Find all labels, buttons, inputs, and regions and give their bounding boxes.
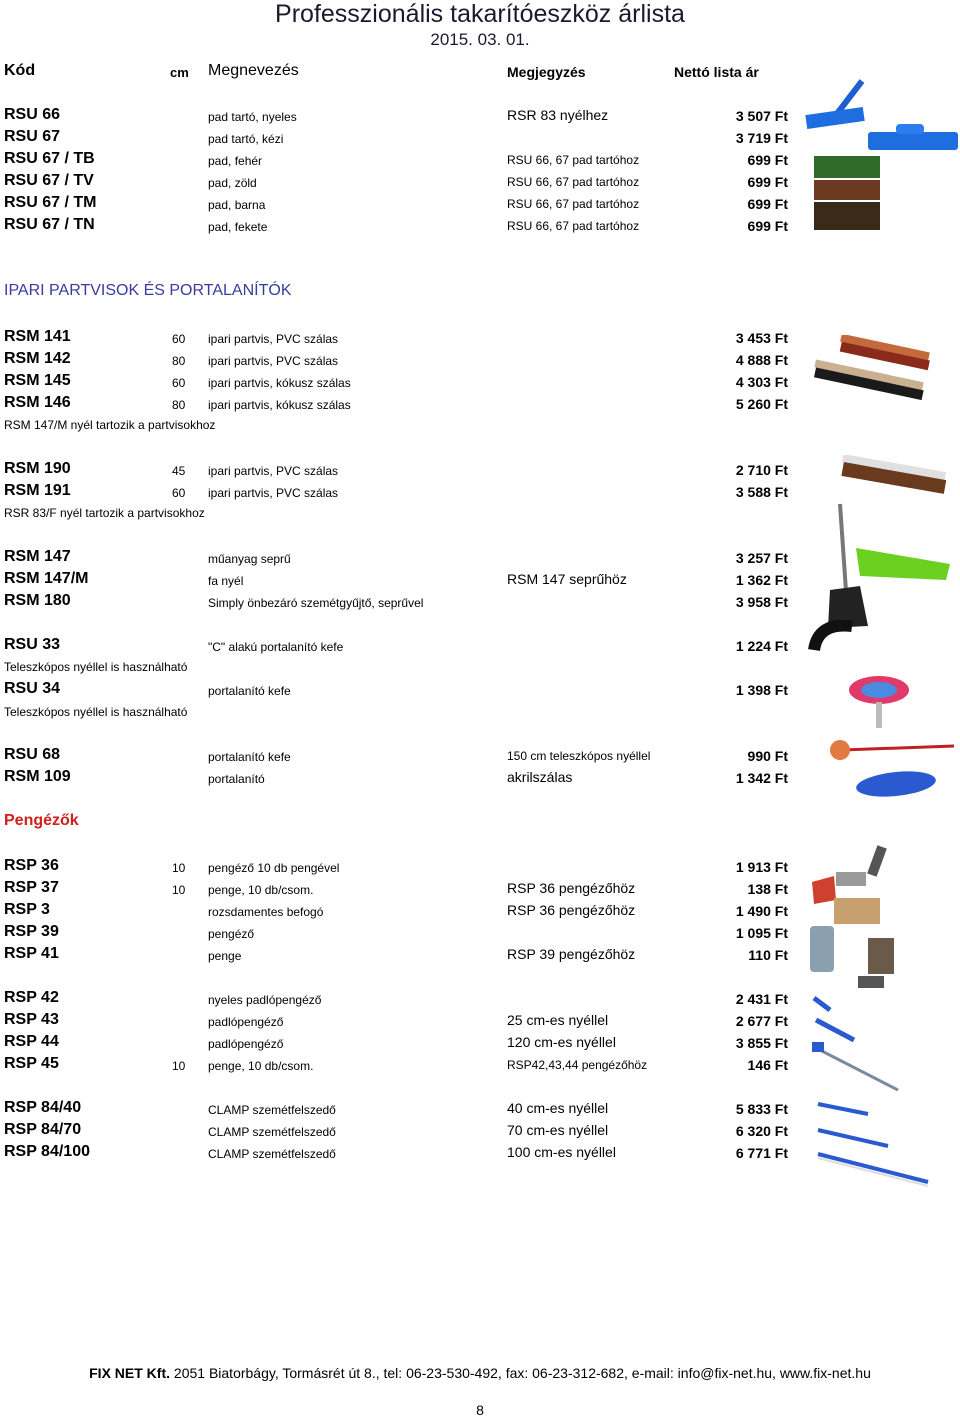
product-name: műanyag seprű — [208, 552, 291, 566]
product-note: 150 cm teleszkópos nyéllel — [507, 749, 651, 763]
product-price: 990 Ft — [747, 748, 788, 764]
broom-pvc-image — [838, 455, 950, 505]
table-row — [0, 458, 960, 480]
note-line: Teleszkópos nyéllel is használható — [4, 705, 188, 719]
product-note: RSP 36 pengézőhöz — [507, 880, 636, 896]
product-size: 60 — [172, 376, 186, 390]
product-price: 699 Ft — [747, 196, 788, 212]
litter-pickers-image — [810, 1096, 934, 1188]
table-row — [0, 744, 960, 766]
product-code: RSU 66 — [4, 106, 61, 123]
col-header-note: Megjegyzés — [507, 64, 586, 80]
product-code: RSM 142 — [4, 350, 71, 367]
table-row — [0, 480, 960, 502]
product-name: pad, fehér — [208, 154, 263, 168]
product-size: 45 — [172, 464, 186, 478]
product-price: 1 490 Ft — [735, 903, 788, 919]
product-price: 1 398 Ft — [735, 682, 788, 698]
product-code: RSM 147/M — [4, 570, 89, 587]
page-date: 2015. 03. 01. — [430, 30, 530, 49]
product-price: 3 588 Ft — [735, 484, 788, 500]
product-note: RSP 39 pengézőhöz — [507, 946, 636, 962]
product-note: 40 cm-es nyéllel — [507, 1100, 609, 1116]
col-header-code: Kód — [4, 62, 36, 79]
product-price: 146 Ft — [747, 1057, 788, 1073]
product-name: pad tartó, kézi — [208, 132, 284, 146]
product-name: pad, zöld — [208, 176, 257, 190]
round-brush-image — [846, 674, 912, 730]
product-name: ipari partvis, PVC szálas — [208, 332, 339, 346]
product-note: akrilszálas — [507, 769, 573, 785]
product-code: RSM 109 — [4, 768, 71, 785]
product-code: RSP 37 — [4, 879, 59, 896]
product-price: 1 224 Ft — [735, 638, 788, 654]
product-code: RSU 67 / TB — [4, 150, 95, 167]
table-row — [0, 590, 960, 612]
product-code: RSU 67 / TM — [4, 194, 97, 211]
product-code: RSM 191 — [4, 482, 71, 499]
product-price: 3 507 Ft — [735, 108, 788, 124]
product-price: 1 362 Ft — [735, 572, 788, 588]
product-name: padlópengéző — [208, 1015, 284, 1029]
product-price: 110 Ft — [748, 947, 788, 963]
product-note: RSU 66, 67 pad tartóhoz — [507, 175, 640, 189]
pad-holder-hand-image — [866, 124, 960, 154]
product-code: RSP 84/40 — [4, 1099, 82, 1116]
product-price: 3 453 Ft — [735, 330, 788, 346]
section-brooms-title: IPARI PARTVISOK ÉS PORTALANÍTÓK — [4, 282, 292, 299]
product-name: pad, barna — [208, 198, 266, 212]
product-note: RSU 66, 67 pad tartóhoz — [507, 219, 640, 233]
product-name: portalanító kefe — [208, 684, 291, 698]
col-header-price: Nettó lista ár — [674, 64, 759, 80]
product-code: RSU 67 — [4, 128, 61, 145]
product-name: ipari partvis, kókusz szálas — [208, 376, 351, 390]
product-note: RSP42,43,44 pengézőhöz — [507, 1058, 648, 1072]
product-price: 3 257 Ft — [735, 550, 788, 566]
product-code: RSU 34 — [4, 680, 61, 697]
footer — [0, 1365, 960, 1381]
footer-company: FIX NET Kft. — [89, 1365, 171, 1381]
product-name: pengéző — [208, 927, 255, 941]
product-name: pengéző 10 db pengével — [208, 861, 340, 875]
product-size: 60 — [172, 332, 186, 346]
product-name: pad, fekete — [208, 220, 268, 234]
product-name: penge, 10 db/csom. — [208, 883, 314, 897]
product-price: 6 320 Ft — [735, 1123, 788, 1139]
product-name: CLAMP szemétfelszedő — [208, 1125, 336, 1139]
product-price: 4 303 Ft — [735, 374, 788, 390]
duster-image — [822, 738, 956, 808]
product-price: 5 833 Ft — [735, 1101, 788, 1117]
scrapers-image — [808, 842, 898, 992]
product-price: 5 260 Ft — [735, 396, 788, 412]
product-note: RSR 83 nyélhez — [507, 107, 609, 123]
product-code: RSP 3 — [4, 901, 50, 918]
product-name: "C" alakú portalanító kefe — [208, 640, 344, 654]
product-code: RSP 36 — [4, 857, 59, 874]
product-size: 80 — [172, 398, 186, 412]
broom-dustpan-image — [820, 500, 960, 630]
product-size: 10 — [172, 883, 186, 897]
product-name: ipari partvis, PVC szálas — [208, 354, 339, 368]
product-price: 1 095 Ft — [735, 925, 788, 941]
product-price: 3 855 Ft — [735, 1035, 788, 1051]
product-note: RSU 66, 67 pad tartóhoz — [507, 153, 640, 167]
product-note: 25 cm-es nyéllel — [507, 1012, 609, 1028]
product-price: 2 677 Ft — [735, 1013, 788, 1029]
brooms-image — [810, 335, 935, 413]
product-price: 699 Ft — [747, 174, 788, 190]
product-name: penge — [208, 949, 242, 963]
product-price: 138 Ft — [747, 881, 788, 897]
product-note: 120 cm-es nyéllel — [507, 1034, 616, 1050]
product-price: 4 888 Ft — [735, 352, 788, 368]
product-code: RSP 41 — [4, 945, 59, 962]
product-code: RSM 141 — [4, 328, 71, 345]
floor-scrapers-image — [806, 990, 906, 1095]
product-code: RSM 190 — [4, 460, 71, 477]
product-price: 2 710 Ft — [735, 462, 788, 478]
product-name: CLAMP szemétfelszedő — [208, 1147, 336, 1161]
product-code: RSP 42 — [4, 989, 59, 1006]
pads-image — [812, 152, 882, 234]
product-price: 1 342 Ft — [735, 770, 788, 786]
product-price: 2 431 Ft — [735, 991, 788, 1007]
product-code: RSM 145 — [4, 372, 71, 389]
product-size: 80 — [172, 354, 186, 368]
product-name: fa nyél — [208, 574, 244, 588]
page-title: Professzionális takarítóeszköz árlista — [275, 0, 685, 28]
col-header-cm: cm — [170, 65, 189, 80]
product-code: RSU 68 — [4, 746, 61, 763]
product-code: RSP 43 — [4, 1011, 59, 1028]
product-name: padlópengéző — [208, 1037, 284, 1051]
product-name: Simply önbezáró szemétgyűjtő, seprűvel — [208, 596, 424, 610]
c-brush-image — [808, 620, 858, 656]
product-code: RSM 146 — [4, 394, 71, 411]
product-code: RSP 45 — [4, 1055, 59, 1072]
note-line: Teleszkópos nyéllel is használható — [4, 660, 188, 674]
product-code: RSP 84/70 — [4, 1121, 82, 1138]
product-size: 10 — [172, 1059, 186, 1073]
product-price: 699 Ft — [747, 218, 788, 234]
product-size: 10 — [172, 861, 186, 875]
product-price: 3 719 Ft — [735, 130, 788, 146]
section-scrapers-title: Pengézők — [4, 812, 79, 829]
product-note: RSM 147 seprűhöz — [507, 571, 627, 587]
product-name: rozsdamentes befogó — [208, 905, 324, 919]
page-number: 8 — [476, 1402, 484, 1418]
product-name: ipari partvis, PVC szálas — [208, 486, 339, 500]
product-price: 3 958 Ft — [735, 594, 788, 610]
table-row — [0, 568, 960, 590]
product-code: RSU 33 — [4, 636, 61, 653]
footer-contact: 2051 Biatorbágy, Tormásrét út 8., tel: 06-23-530-492, fax: 06-23-312-682, e-mail: info@fix-net.hu, www.fix-net.hu — [170, 1365, 871, 1381]
product-note: RSU 66, 67 pad tartóhoz — [507, 197, 640, 211]
product-name: nyeles padlópengéző — [208, 993, 322, 1007]
product-price: 1 913 Ft — [735, 859, 788, 875]
product-code: RSU 67 / TN — [4, 216, 95, 233]
table-row — [0, 678, 960, 700]
product-code: RSP 84/100 — [4, 1143, 90, 1160]
product-code: RSM 180 — [4, 592, 71, 609]
product-code: RSP 39 — [4, 923, 59, 940]
product-name: portalanító kefe — [208, 750, 291, 764]
product-note: 100 cm-es nyéllel — [507, 1144, 616, 1160]
product-note: 70 cm-es nyéllel — [507, 1122, 609, 1138]
product-code: RSU 67 / TV — [4, 172, 94, 189]
col-header-name: Megnevezés — [208, 62, 299, 79]
product-size: 60 — [172, 486, 186, 500]
table-row — [0, 766, 960, 788]
product-code: RSP 44 — [4, 1033, 59, 1050]
product-name: pad tartó, nyeles — [208, 110, 297, 124]
product-name: ipari partvis, PVC szálas — [208, 464, 339, 478]
product-name: ipari partvis, kókusz szálas — [208, 398, 351, 412]
note-line: RSR 83/F nyél tartozik a partvisokhoz — [4, 506, 205, 520]
note-line: RSM 147/M nyél tartozik a partvisokhoz — [4, 418, 216, 432]
product-code: RSM 147 — [4, 548, 71, 565]
product-note: RSP 36 pengézőhöz — [507, 902, 636, 918]
table-row — [0, 546, 960, 568]
product-price: 6 771 Ft — [735, 1145, 788, 1161]
product-name: portalanító — [208, 772, 265, 786]
product-price: 699 Ft — [747, 152, 788, 168]
product-name: CLAMP szemétfelszedő — [208, 1103, 336, 1117]
product-name: penge, 10 db/csom. — [208, 1059, 314, 1073]
